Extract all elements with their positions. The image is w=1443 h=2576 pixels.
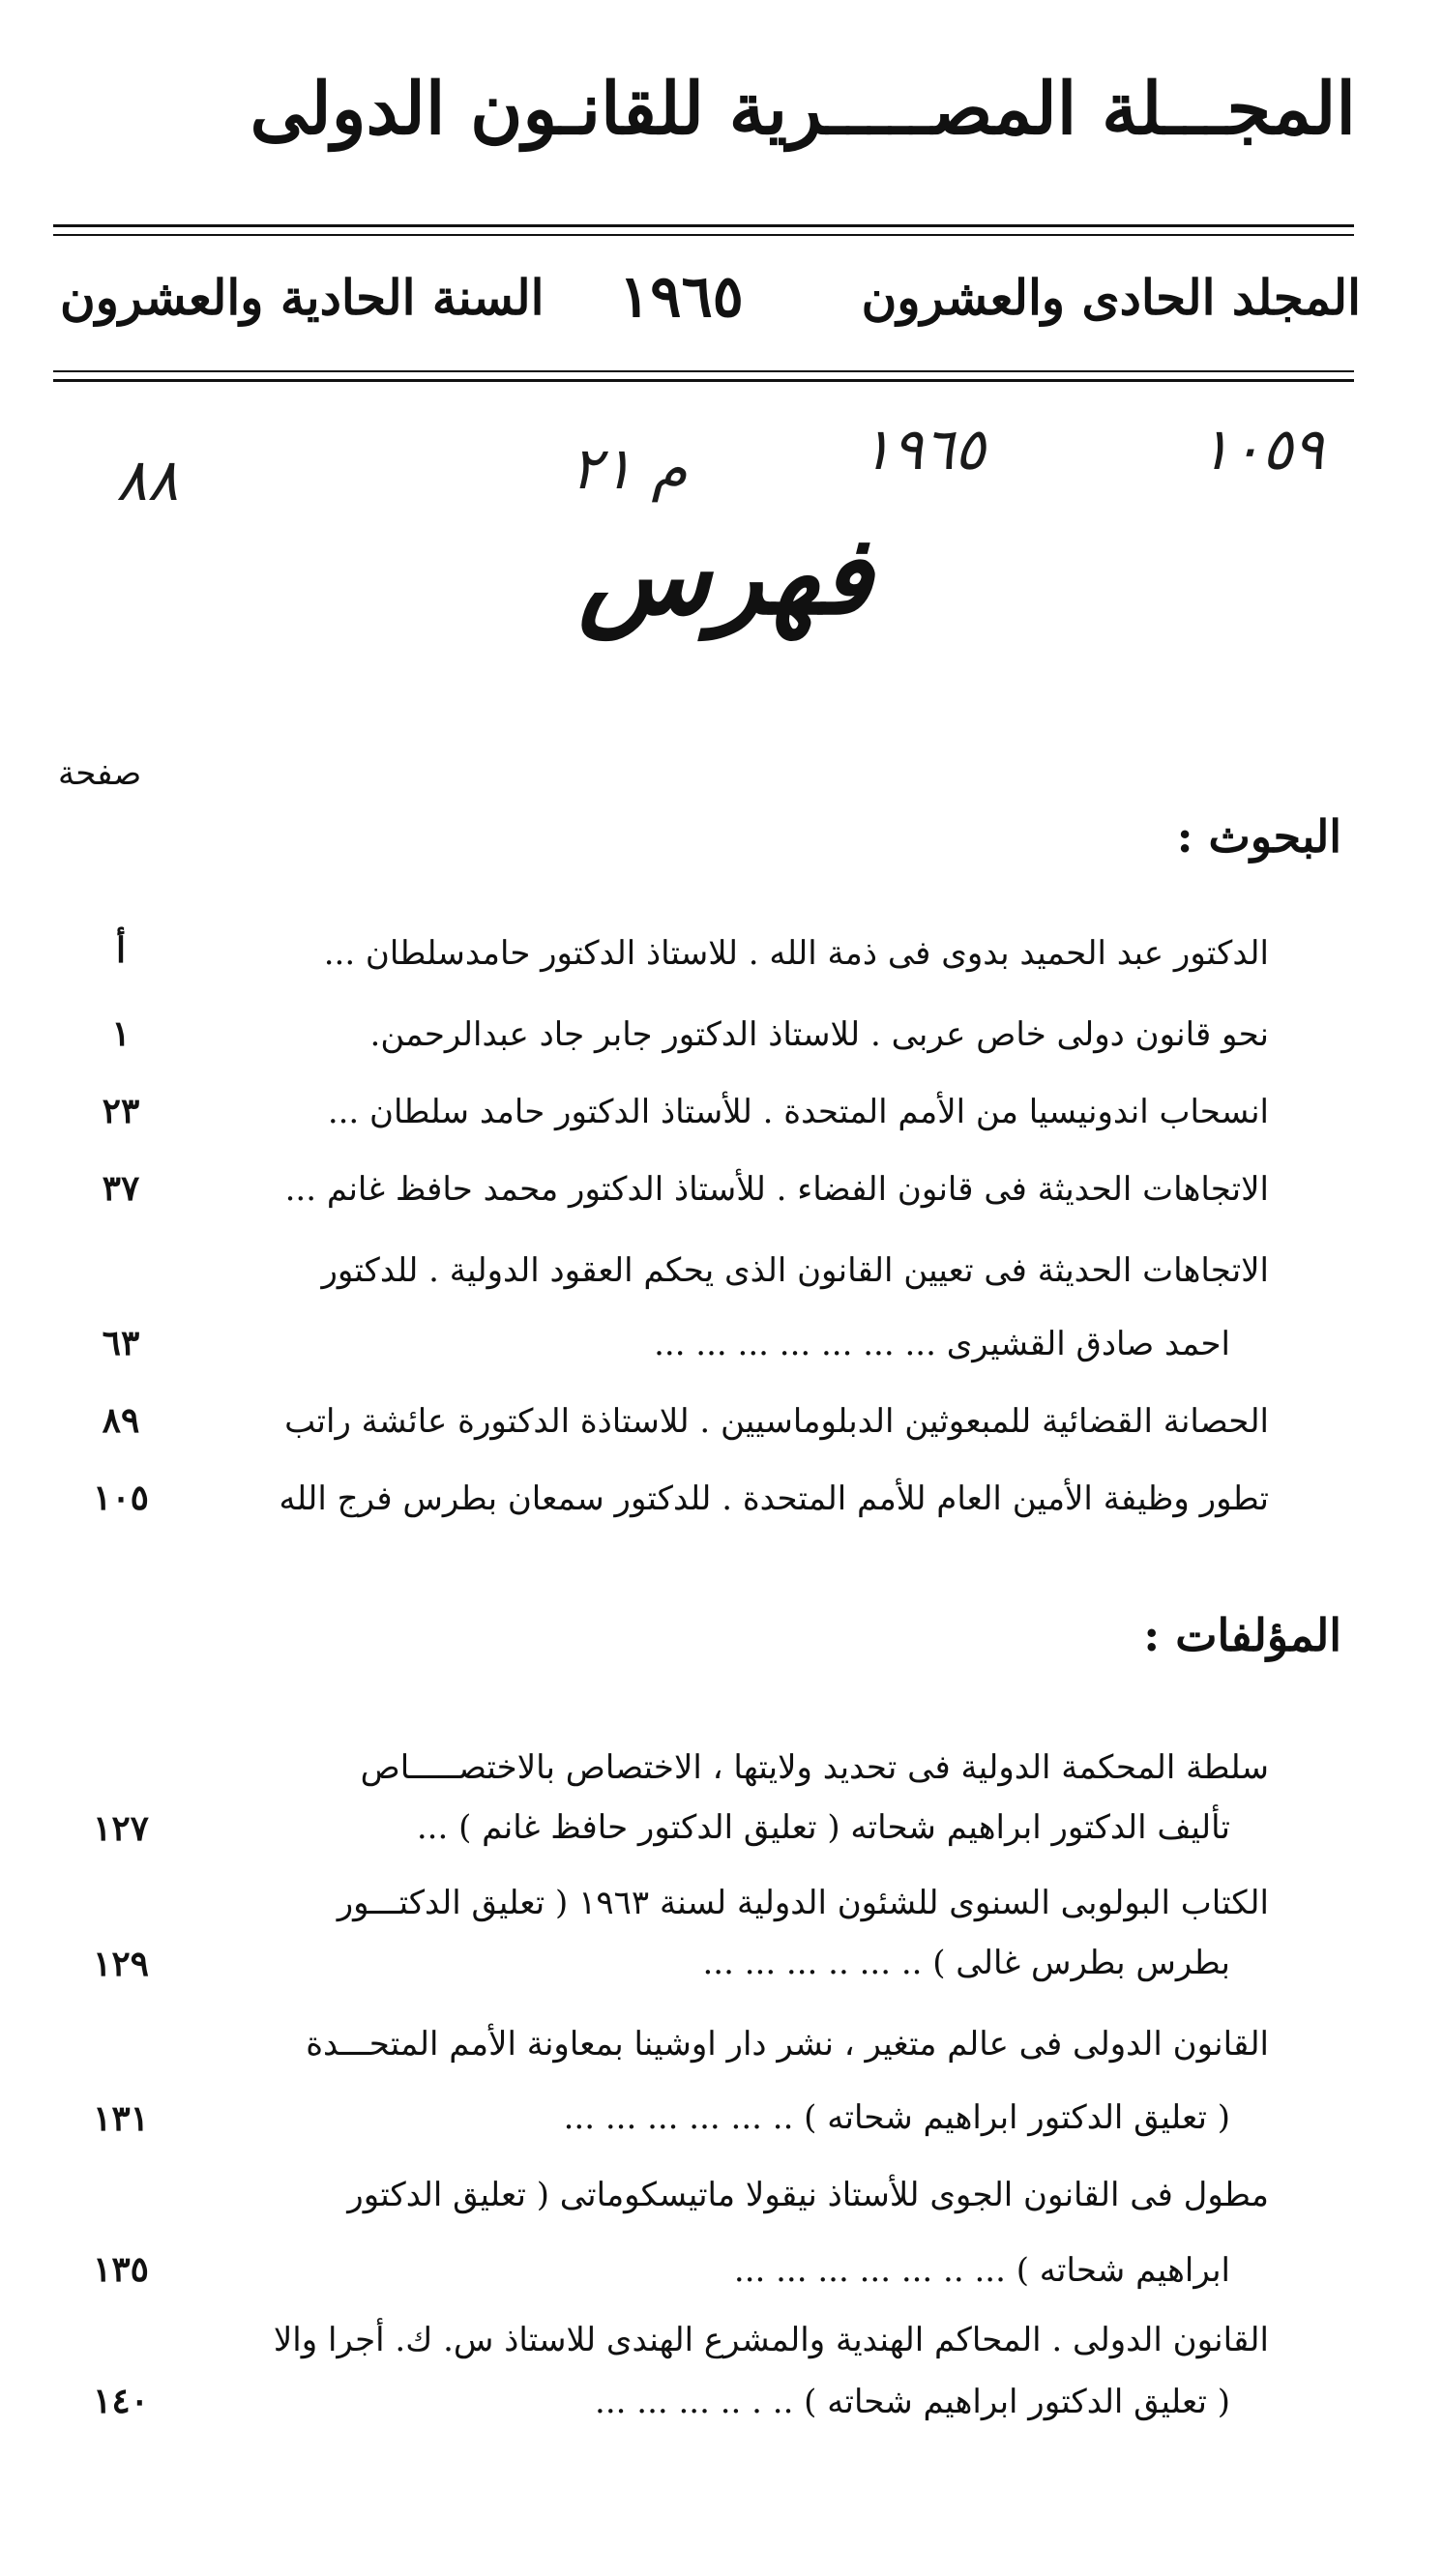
handwritten-catalog-number: ١٠٥٩ — [1199, 416, 1324, 483]
handwritten-volume-ref: م ٢١ — [571, 435, 688, 503]
books-entry-continuation: بطرس بطرس غالى ) .. ... .. ... ... ... — [702, 1944, 1230, 1982]
research-entry-page: ٦٣ — [102, 1323, 140, 1363]
books-entry-text: الكتاب البولوبى السنوى للشئون الدولية لسنة ١٩٦٣ ( تعليق الدكتـــور — [337, 1884, 1269, 1922]
page-column-label: صفحة — [58, 754, 142, 793]
masthead-rule-bottom — [53, 379, 1354, 382]
research-entry-continuation: احمد صادق القشيرى ... ... ... ... ... ... ... — [654, 1325, 1230, 1363]
masthead-rule-bottom-thin — [53, 370, 1354, 372]
books-entry-continuation: ( تعليق الدكتور ابراهيم شحاته ) .. . .. ... ... ... — [595, 2383, 1230, 2421]
research-heading: البحوث : — [1176, 810, 1341, 863]
toc-heading: فهرس — [578, 512, 872, 639]
handwritten-year: ١٩٦٥ — [861, 416, 986, 483]
books-entry-text: القانون الدولى . المحاكم الهندية والمشرع الهندى للاستاذ س. ك. أجرا والا — [273, 2321, 1269, 2359]
volume-label: المجلد الحادى والعشرون — [861, 269, 1361, 326]
research-entry-page: ١٠٥ — [92, 1478, 149, 1518]
handwritten-shelf-mark: ٨٨ — [116, 447, 179, 514]
books-entry-text: سلطة المحكمة الدولية فى تحديد ولايتها ، الاختصاص بالاختصـــــاص — [360, 1748, 1269, 1787]
research-entry-text: الحصانة القضائية للمبعوثين الدبلوماسيين . للاستاذة الدكتورة عائشة راتب — [284, 1402, 1269, 1441]
research-entry-text: الاتجاهات الحديثة فى تعيين القانون الذى يحكم العقود الدولية . للدكتور — [321, 1251, 1269, 1290]
research-entry-page: ٢٣ — [102, 1091, 140, 1131]
books-entry-text: مطول فى القانون الجوى للأستاذ نيقولا ماتيسكوماتى ( تعليق الدكتور — [347, 2176, 1269, 2214]
books-entry-continuation: ( تعليق الدكتور ابراهيم شحاته ) .. ... ... ... ... ... — [563, 2098, 1230, 2137]
research-entry-text: انسحاب اندونيسيا من الأمم المتحدة . للأستاذ الدكتور حامد سلطان ... — [327, 1093, 1269, 1131]
masthead-rule-top — [53, 224, 1354, 227]
books-entry-continuation: تأليف الدكتور ابراهيم شحاته ( تعليق الدكتور حافظ غانم ) ... — [416, 1808, 1230, 1847]
research-entry-text: نحو قانون دولى خاص عربى . للاستاذ الدكتور جابر جاد عبدالرحمن. — [369, 1015, 1269, 1054]
journal-title: المجـــلة المصـــــرية للقانـون الدولى — [250, 68, 1356, 151]
research-entry-text: الاتجاهات الحديثة فى قانون الفضاء . للأستاذ الدكتور محمد حافظ غانم ... — [284, 1170, 1269, 1209]
books-entry-page: ١٣١ — [92, 2098, 149, 2139]
volume-year: ١٩٦٥ — [619, 263, 744, 331]
masthead-rule-top-thin — [53, 234, 1354, 236]
research-entry-page: ٨٩ — [102, 1400, 140, 1441]
books-entry-page: ١٢٧ — [92, 1808, 149, 1849]
books-entry-page: ١٤٠ — [92, 2381, 149, 2421]
books-entry-page: ١٣٥ — [92, 2249, 149, 2290]
books-entry-continuation: ابراهيم شحاته ) ... .. ... ... ... ... ... — [733, 2251, 1230, 2290]
books-heading: المؤلفات : — [1143, 1609, 1341, 1661]
research-entry-page: أ — [115, 930, 126, 971]
research-entry-text: تطور وظيفة الأمين العام للأمم المتحدة . للدكتور سمعان بطرس فرج الله — [279, 1479, 1269, 1518]
research-entry-text: الدكتور عبد الحميد بدوى فى ذمة الله . للاستاذ الدكتور حامدسلطان ... — [323, 934, 1269, 973]
year-of-issue: السنة الحادية والعشرون — [60, 269, 545, 326]
research-entry-page: ٣٧ — [102, 1168, 140, 1209]
research-entry-page: ١ — [111, 1013, 131, 1054]
books-entry-text: القانون الدولى فى عالم متغير ، نشر دار اوشينا بمعاونة الأمم المتحـــدة — [306, 2025, 1269, 2064]
books-entry-page: ١٢٩ — [92, 1944, 149, 1984]
